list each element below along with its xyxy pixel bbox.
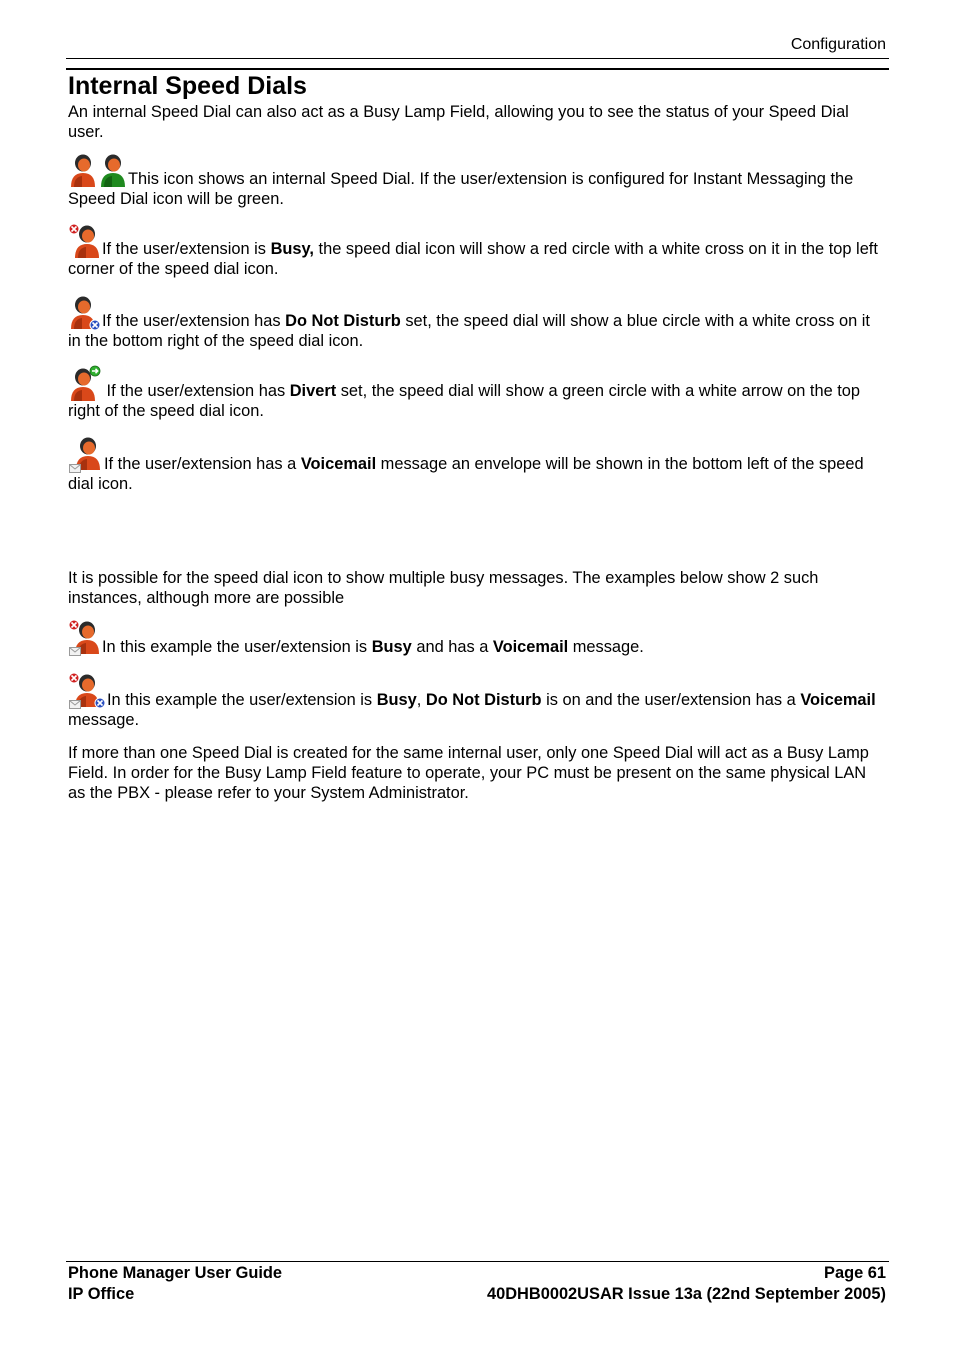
footer-page-number: Page 61 xyxy=(824,1264,886,1282)
header-section: Configuration xyxy=(790,36,886,53)
footer-left xyxy=(68,1263,282,1305)
footer-right xyxy=(487,1263,886,1305)
item-voicemail: If the user/extension has a Voicemail message an envelope will be shown in the bottom left of the speed dial icon. xyxy=(68,436,886,494)
speed-dial-busy-icon xyxy=(68,223,102,259)
speed-dial-busy-dnd-voicemail-icon xyxy=(68,672,107,710)
speed-dial-icon xyxy=(68,153,98,189)
header-rule-thick xyxy=(66,68,889,70)
footer-doc-issue: 40DHB0002USAR Issue 13a (22nd September 2005) xyxy=(486,1285,886,1303)
multi-intro-paragraph: It is possible for the speed dial icon to show multiple busy messages. The examples below show 2 such instances, although more are possible xyxy=(68,569,819,607)
closing-paragraph: If more than one Speed Dial is created for the same internal user, only one Speed Dial will act as a Busy Lamp Field. In order for the Busy Lamp Field feature to operate, your PC must be present on the same physical LAN as the PBX - please refer to your System Administrator. xyxy=(68,744,869,802)
speed-dial-voicemail-icon xyxy=(68,436,104,474)
speed-dial-im-green-icon xyxy=(98,153,128,189)
item-speed-dial xyxy=(68,153,886,209)
footer-guide-title: Phone Manager User Guide xyxy=(68,1264,283,1282)
example-busy-dnd-voicemail: In this example the user/extension is Busy, Do Not Disturb is on and the user/extension has a Voicemail message. xyxy=(68,672,886,730)
page-title: Internal Speed Dials xyxy=(68,72,307,100)
example-busy-voicemail: In this example the user/extension is Busy and has a Voicemail message. xyxy=(68,619,886,657)
footer-rule xyxy=(66,1261,889,1262)
item-divert: If the user/extension has Divert set, the speed dial will show a green circle with a white arrow on the top right of the speed dial icon. xyxy=(68,365,886,421)
item-text: This icon shows an internal Speed Dial. If the user/extension is configured for Instant Messaging the Speed Dial icon will be green. xyxy=(68,170,854,208)
header-rule xyxy=(66,58,889,59)
speed-dial-divert-icon xyxy=(68,365,102,401)
speed-dial-busy-voicemail-icon xyxy=(68,619,102,657)
footer-product: IP Office xyxy=(68,1285,135,1303)
intro-paragraph: An internal Speed Dial can also act as a Busy Lamp Field, allowing you to see the status of your Speed Dial user. xyxy=(68,103,849,141)
item-busy: If the user/extension is Busy, the speed dial icon will show a red circle with a white cross on it in the top left corner of the speed dial icon. xyxy=(68,223,886,279)
speed-dial-dnd-icon xyxy=(68,295,102,331)
item-dnd: If the user/extension has Do Not Disturb set, the speed dial will show a blue circle with a white cross on it in the bottom right of the speed dial icon. xyxy=(68,295,886,351)
